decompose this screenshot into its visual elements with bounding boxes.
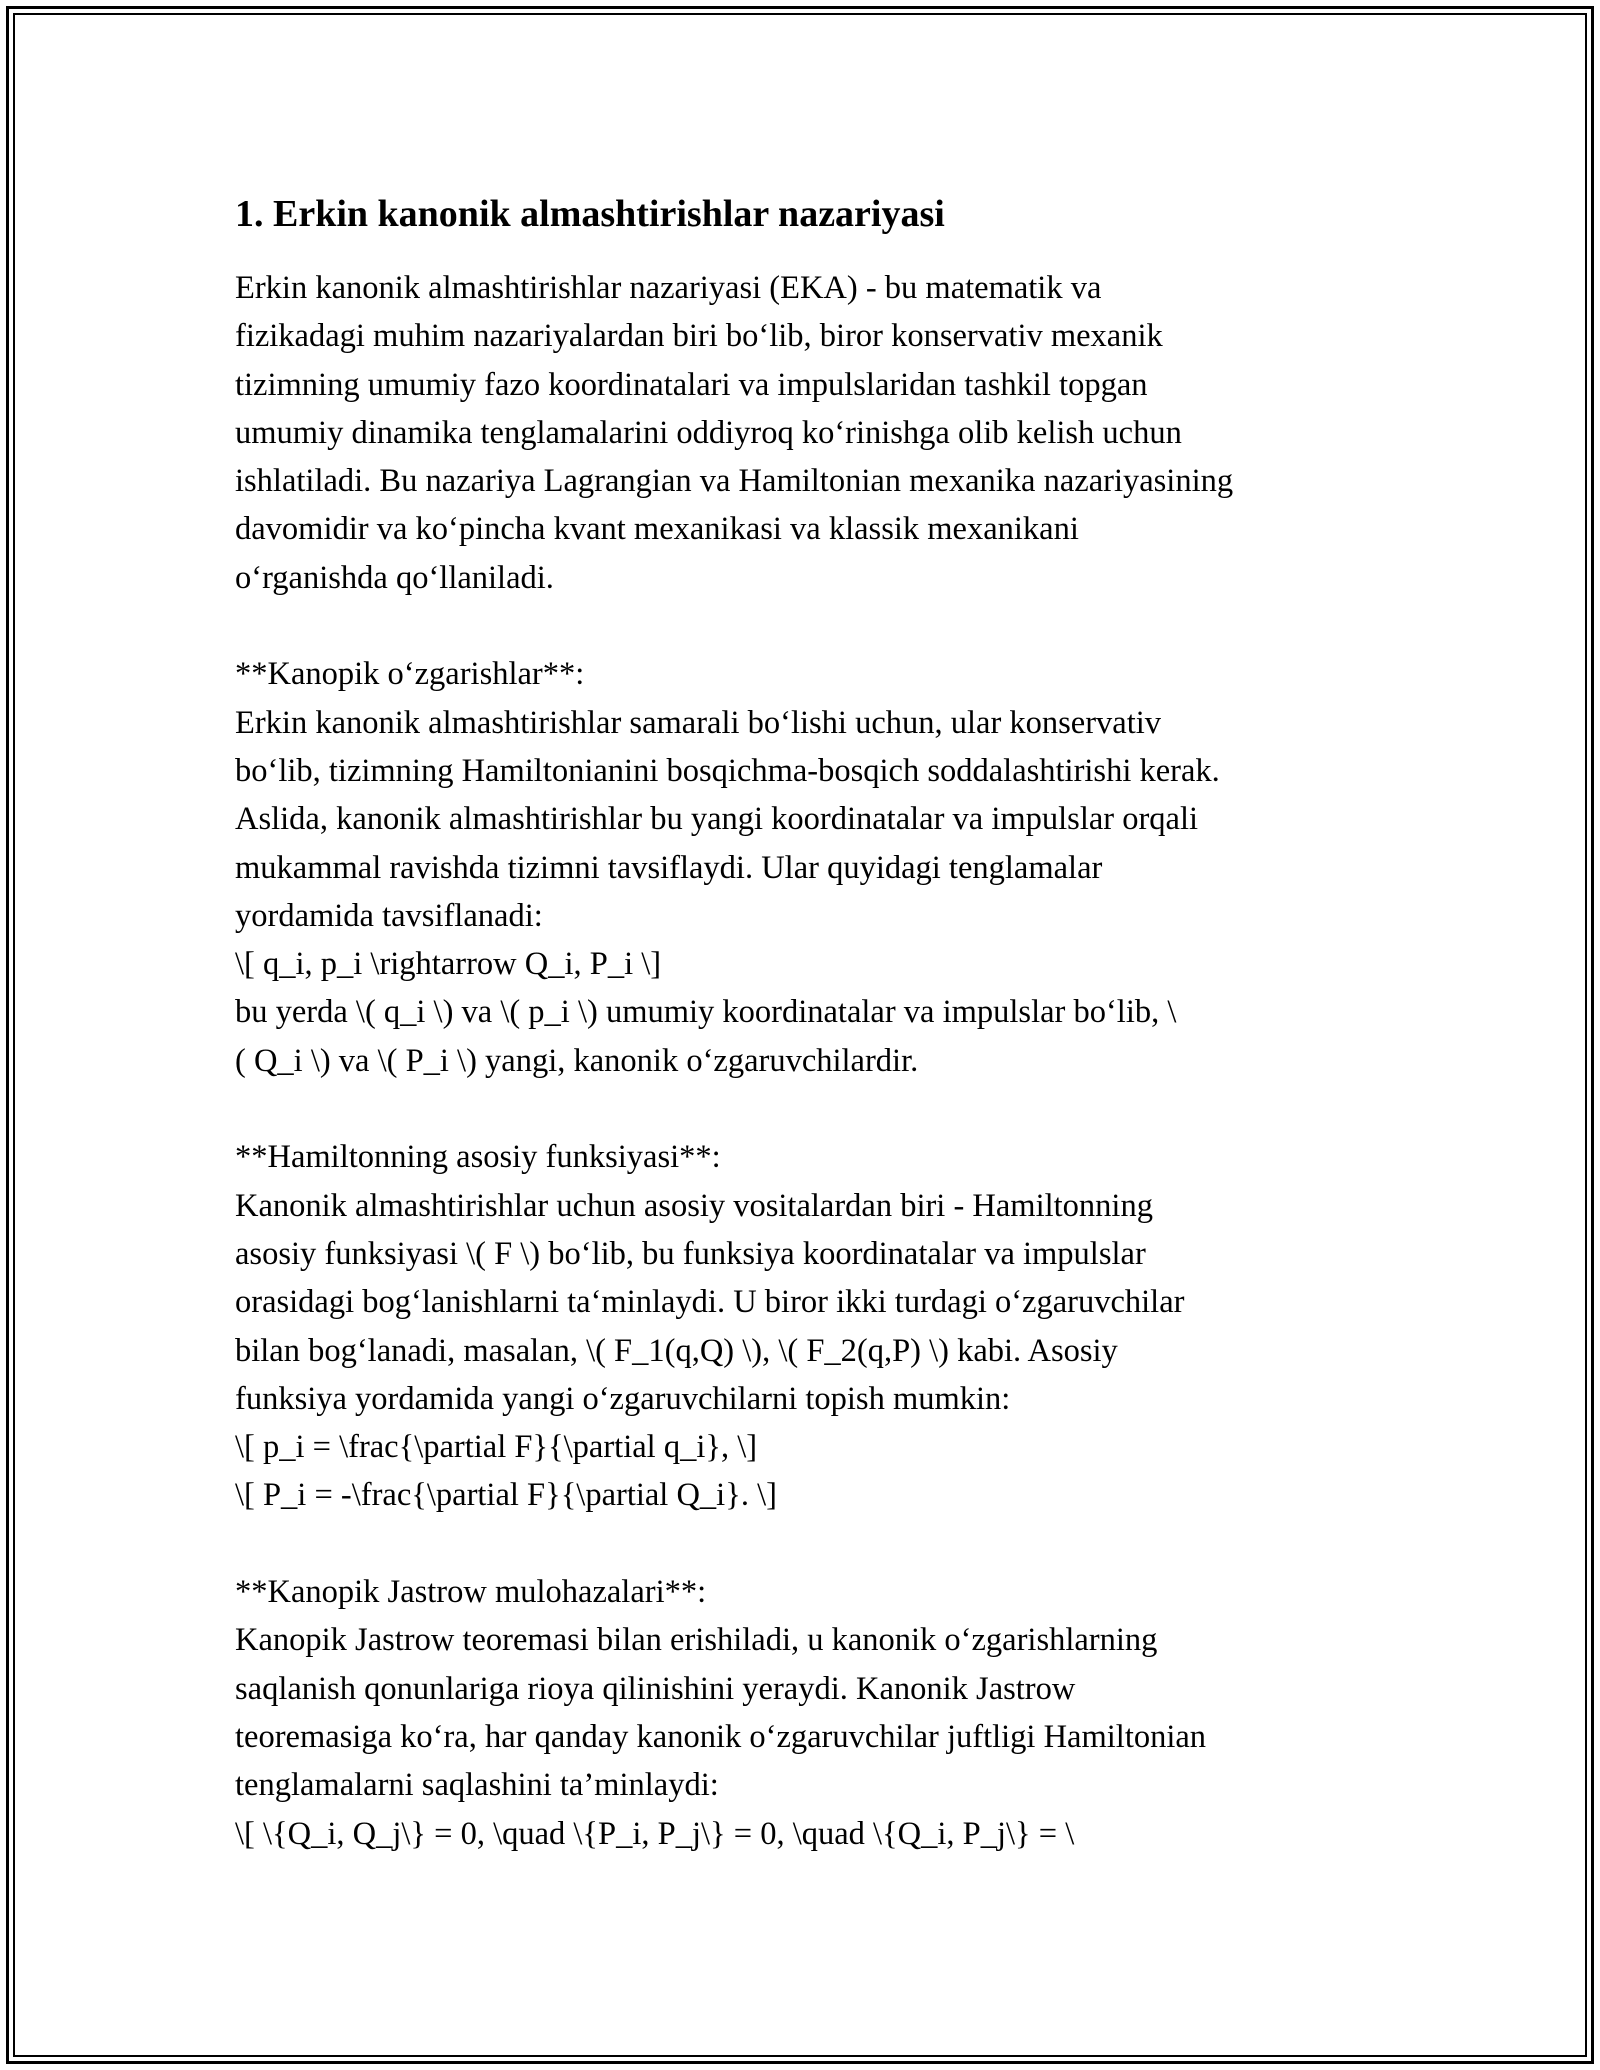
- text-line: teoremasiga ko‘ra, har qanday kanonik o‘zgaruvchilar juftligi Hamiltonian: [235, 1718, 1207, 1755]
- text-line: ishlatiladi. Bu nazariya Lagrangian va Hamiltonian mexanika nazariyasining: [235, 463, 1234, 500]
- formula-line: \[ q_i, p_i \rightarrow Q_i, P_i \]: [235, 946, 662, 983]
- paragraph-gap: [235, 1085, 1385, 1133]
- section-heading: 1. Erkin kanonik almashtirishlar nazariyasi: [235, 193, 945, 235]
- formula-line: \[ \{Q_i, Q_j\} = 0, \quad \{P_i, P_j\} = 0, \quad \{Q_i, P_j\} = \: [235, 1815, 1075, 1852]
- paragraph-gap: [235, 602, 1385, 650]
- text-line: bo‘lib, tizimning Hamiltonianini bosqichma-bosqich soddalashtirishi kerak.: [235, 752, 1220, 789]
- text-line: davomidir va ko‘pincha kvant mexanikasi va klassik mexanikani: [235, 511, 1079, 548]
- jastrow-section: [235, 1568, 1385, 1858]
- text-line: tizimning umumiy fazo koordinatalari va impulslaridan tashkil topgan: [235, 366, 1148, 403]
- text-line: Erkin kanonik almashtirishlar samarali bo‘lishi uchun, ular konservativ: [235, 704, 1162, 741]
- text-line: umumiy dinamika tenglamalarini oddiyroq ko‘rinishga olib kelish uchun: [235, 414, 1182, 451]
- text-line: saqlanish qonunlariga rioya qilinishini yeraydi. Kanonik Jastrow: [235, 1670, 1076, 1707]
- document-body: [235, 188, 1385, 1858]
- intro-paragraph: [235, 264, 1385, 602]
- formula-line: \[ p_i = \frac{\partial F}{\partial q_i}, \]: [235, 1429, 758, 1466]
- text-line: tenglamalarni saqlashini ta’minlaydi:: [235, 1767, 719, 1804]
- text-line: Erkin kanonik almashtirishlar nazariyasi (EKA) - bu matematik va: [235, 270, 1102, 306]
- text-line: fizikadagi muhim nazariyalardan biri bo‘lib, biror konservativ mexanik: [235, 318, 1163, 355]
- text-line: bilan bog‘lanadi, masalan, \( F_1(q,Q) \), \( F_2(q,P) \) kabi. Asosiy: [235, 1332, 1118, 1369]
- text-line: yordamida tavsiflanadi:: [235, 897, 543, 934]
- subsection-heading: **Kanopik Jastrow mulohazalari**:: [235, 1574, 707, 1611]
- text-line: orasidagi bog‘lanishlarni ta‘minlaydi. U biror ikki turdagi o‘zgaruvchilar: [235, 1284, 1185, 1321]
- hamilton-function-section: [235, 1133, 1385, 1519]
- text-line: asosiy funksiyasi \( F \) bo‘lib, bu funksiya koordinatalar va impulslar: [235, 1235, 1146, 1272]
- text-line: bu yerda \( q_i \) va \( p_i \) umumiy koordinatalar va impulslar bo‘lib, \: [235, 994, 1177, 1031]
- subsection-heading: **Kanopik o‘zgarishlar**:: [235, 656, 585, 693]
- formula-line: \[ P_i = -\frac{\partial F}{\partial Q_i}. \]: [235, 1477, 777, 1514]
- text-line: Kanopik Jastrow teoremasi bilan erishiladi, u kanonik o‘zgarishlarning: [235, 1622, 1158, 1659]
- subsection-heading: **Hamiltonning asosiy funksiyasi**:: [235, 1139, 721, 1176]
- text-line: Kanonik almashtirishlar uchun asosiy vositalardan biri - Hamiltonning: [235, 1187, 1153, 1224]
- paragraph-gap: [235, 1520, 1385, 1568]
- text-line: funksiya yordamida yangi o‘zgaruvchilarni topish mumkin:: [235, 1380, 1011, 1417]
- text-line: o‘rganishda qo‘llaniladi.: [235, 559, 554, 596]
- canonical-transformations-section: [235, 650, 1385, 1085]
- text-line: Aslida, kanonik almashtirishlar bu yangi koordinatalar va impulslar orqali: [235, 801, 1199, 838]
- text-line: ( Q_i \) va \( P_i \) yangi, kanonik o‘zgaruvchilardir.: [235, 1042, 919, 1079]
- text-line: mukammal ravishda tizimni tavsiflaydi. Ular quyidagi tenglamalar: [235, 849, 1103, 886]
